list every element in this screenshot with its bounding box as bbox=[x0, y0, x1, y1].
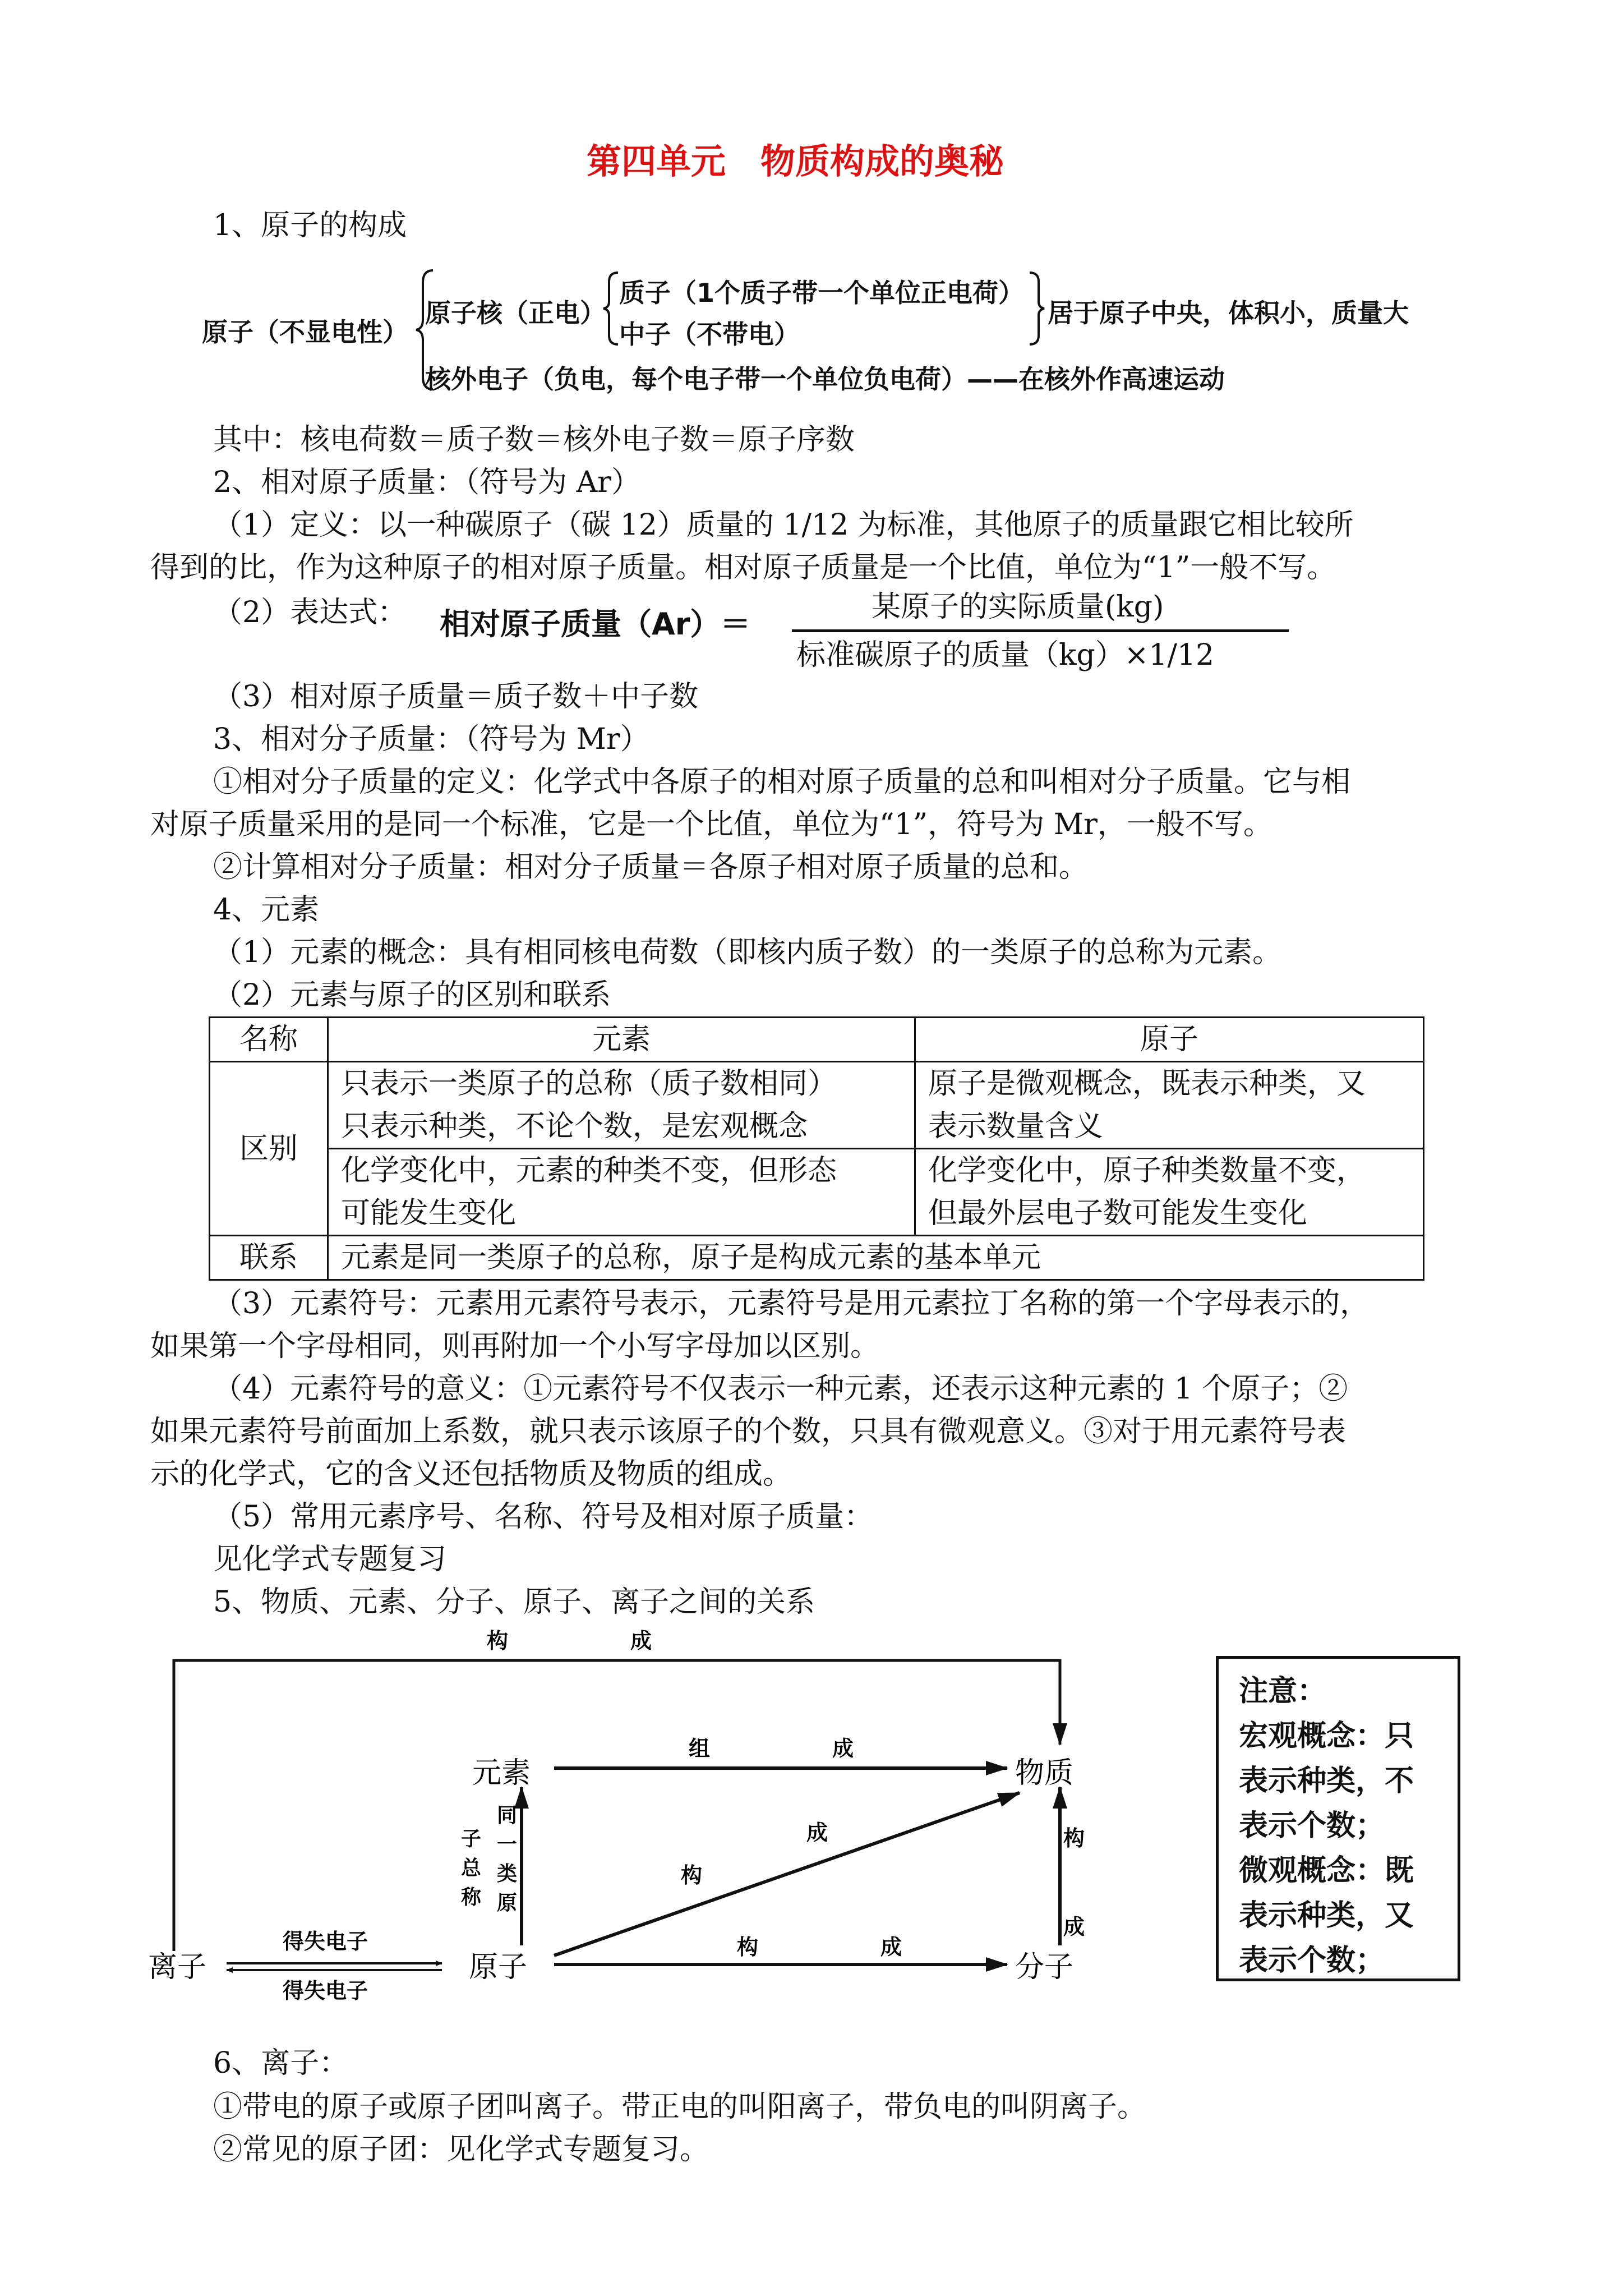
electron-label: 核外电子（负电，每个电子带一个单位负电荷）——在核外作高速运动 bbox=[425, 364, 1225, 394]
cheng-label: 成 bbox=[832, 1736, 854, 1761]
bottom-gou-label: 构 bbox=[737, 1934, 759, 1959]
note-line: 表示个数； bbox=[1239, 1944, 1385, 1977]
cell-line: 表示数量含义 bbox=[928, 1110, 1104, 1143]
top-gou-label: 构 bbox=[487, 1628, 509, 1653]
diagonal-gou-label: 构 bbox=[681, 1862, 703, 1888]
vertical-char: 总 bbox=[461, 1856, 482, 1880]
cell-line: 化学变化中，原子种类数量不变， bbox=[928, 1154, 1366, 1188]
common-radicals: ②常见的原子团：见化学式专题复习。 bbox=[213, 2133, 709, 2166]
note-line: 宏观概念：只 bbox=[1239, 1719, 1414, 1753]
ar-item-3: （3）相对原子质量＝质子数＋中子数 bbox=[213, 680, 699, 714]
table-cell-link: 联系 bbox=[210, 1236, 328, 1280]
ion-to-substance-arrow bbox=[174, 1660, 1060, 1951]
note-box bbox=[1216, 1656, 1460, 1981]
same-kind-atom-label bbox=[497, 1803, 517, 1915]
cell-line: 原子是微观概念，既表示种类，又 bbox=[928, 1067, 1366, 1101]
nucleus-label: 原子核（正电） bbox=[425, 298, 606, 328]
note-line: 表示种类，又 bbox=[1239, 1899, 1414, 1932]
mr-calculation: ②计算相对分子质量：相对分子质量＝各原子相对原子质量的总和。 bbox=[213, 850, 1089, 884]
section-3-heading: 3、相对分子质量：（符号为 Mr） bbox=[213, 723, 649, 756]
element-atom-diff-heading: （2）元素与原子的区别和联系 bbox=[213, 978, 611, 1012]
mr-definition-2: 对原子质量采用的是同一个标准，它是一个比值，单位为“1”，符号为 Mr，一般不写。 bbox=[150, 808, 1272, 841]
ar-definition-1: （1）定义：以一种碳原子（碳 12）质量的 1/12 为标准，其他原子的质量跟它相比较所 bbox=[213, 508, 1354, 542]
section-6-heading: 6、离子： bbox=[213, 2046, 349, 2080]
element-concept: （1）元素的概念：具有相同核电荷数（即核内质子数）的一类原子的总称为元素。 bbox=[213, 936, 1282, 969]
section-4-heading: 4、元素 bbox=[213, 893, 320, 927]
atom-node-label: 原子 bbox=[469, 1950, 528, 1984]
see-review: 见化学式专题复习 bbox=[213, 1543, 447, 1576]
note-line: 注意： bbox=[1239, 1674, 1327, 1708]
table-header-atom: 原子 bbox=[915, 1018, 1424, 1062]
note-line: 表示个数； bbox=[1239, 1809, 1385, 1843]
vertical-char: 同 bbox=[497, 1803, 518, 1827]
element-symbol-1: （3）元素符号：元素用元素符号表示，元素符号是用元素拉丁名称的第一个字母表示的， bbox=[213, 1287, 1370, 1320]
substance-label: 物质 bbox=[1015, 1756, 1074, 1790]
ion-label: 离子 bbox=[148, 1950, 207, 1984]
nucleus-note: 居于原子中央，体积小，质量大 bbox=[1048, 298, 1409, 328]
symbol-meaning-1: （4）元素符号的意义：①元素符号不仅表示一种元素，还表示这种元素的 1 个原子；② bbox=[213, 1372, 1348, 1406]
table-cell-diff: 区别 bbox=[210, 1062, 328, 1236]
vertical-char: 子 bbox=[461, 1827, 482, 1851]
neutron-label: 中子（不带电） bbox=[619, 319, 800, 349]
table-header-element: 元素 bbox=[328, 1018, 915, 1062]
cell-line: 但最外层电子数可能发生变化 bbox=[928, 1197, 1308, 1230]
common-elements: （5）常用元素序号、名称、符号及相对原子质量： bbox=[213, 1500, 874, 1534]
element-label: 元素 bbox=[472, 1756, 531, 1790]
atom-to-substance-arrow bbox=[554, 1793, 1020, 1955]
gain-lose-electron-top: 得失电子 bbox=[283, 1929, 368, 1954]
charge-relation: 其中：核电荷数＝质子数＝核外电子数＝原子序数 bbox=[213, 423, 855, 457]
gain-lose-electron-bottom: 得失电子 bbox=[283, 1978, 368, 2003]
vertical-char: 一 bbox=[497, 1833, 518, 1856]
section-2-heading: 2、相对原子质量：（符号为 Ar） bbox=[213, 466, 641, 499]
ar-numerator: 某原子的实际质量(kg) bbox=[872, 590, 1164, 624]
vertical-char: 原 bbox=[497, 1891, 518, 1915]
note-line: 微观概念：既 bbox=[1239, 1854, 1414, 1888]
mr-definition-1: ①相对分子质量的定义：化学式中各原子的相对原子质量的总和叫相对分子质量。它与相 bbox=[213, 765, 1351, 799]
table-cell: 元素是同一类原子的总称，原子是构成元素的基本单元 bbox=[328, 1236, 1424, 1280]
page-title: 第四单元 物质构成的奥秘 bbox=[587, 141, 1004, 182]
proton-label: 质子（1个质子带一个单位正电荷） bbox=[619, 278, 1025, 308]
note-line: 表示种类，不 bbox=[1239, 1764, 1414, 1798]
right-gou-label: 构 bbox=[1063, 1825, 1085, 1851]
vertical-char: 类 bbox=[497, 1862, 518, 1885]
cell-line: 化学变化中，元素的种类不变，但形态 bbox=[341, 1154, 837, 1188]
ar-formula-left: 相对原子质量（Ar）＝ bbox=[440, 606, 751, 642]
vertical-char: 称 bbox=[461, 1885, 482, 1909]
diagonal-cheng-label: 成 bbox=[806, 1820, 828, 1845]
right-cheng-label: 成 bbox=[1063, 1914, 1085, 1939]
ar-definition-2: 得到的比，作为这种原子的相对原子质量。相对原子质量是一个比值，单位为“1”一般不写。 bbox=[150, 551, 1336, 585]
table-header-name: 名称 bbox=[210, 1018, 328, 1062]
cell-line: 只表示种类，不论个数，是宏观概念 bbox=[341, 1110, 808, 1143]
top-cheng-label: 成 bbox=[630, 1628, 652, 1653]
ion-definition: ①带电的原子或原子团叫离子。带正电的叫阳离子，带负电的叫阴离子。 bbox=[213, 2090, 1147, 2124]
element-symbol-2: 如果第一个字母相同，则再附加一个小写字母加以区别。 bbox=[150, 1329, 880, 1363]
cell-line: 只表示一类原子的总称（质子数相同） bbox=[341, 1067, 837, 1101]
atom-label: 原子（不显电性） bbox=[202, 317, 408, 347]
total-name-label bbox=[461, 1827, 482, 1909]
symbol-meaning-2: 如果元素符号前面加上系数，就只表示该原子的个数，只具有微观意义。③对于用元素符号表 bbox=[150, 1415, 1347, 1448]
zu-label: 组 bbox=[689, 1736, 711, 1761]
bottom-cheng-label: 成 bbox=[880, 1934, 902, 1959]
ar-expression-label: （2）表达式： bbox=[213, 596, 407, 629]
symbol-meaning-3: 示的化学式，它的含义还包括物质及物质的组成。 bbox=[150, 1457, 792, 1491]
cell-line: 可能发生变化 bbox=[341, 1197, 517, 1230]
section-1-heading: 1、原子的构成 bbox=[213, 209, 407, 242]
section-5-heading: 5、物质、元素、分子、原子、离子之间的关系 bbox=[213, 1585, 815, 1619]
molecule-label: 分子 bbox=[1015, 1950, 1074, 1984]
ar-denominator: 标准碳原子的质量（kg）×1/12 bbox=[796, 638, 1215, 672]
